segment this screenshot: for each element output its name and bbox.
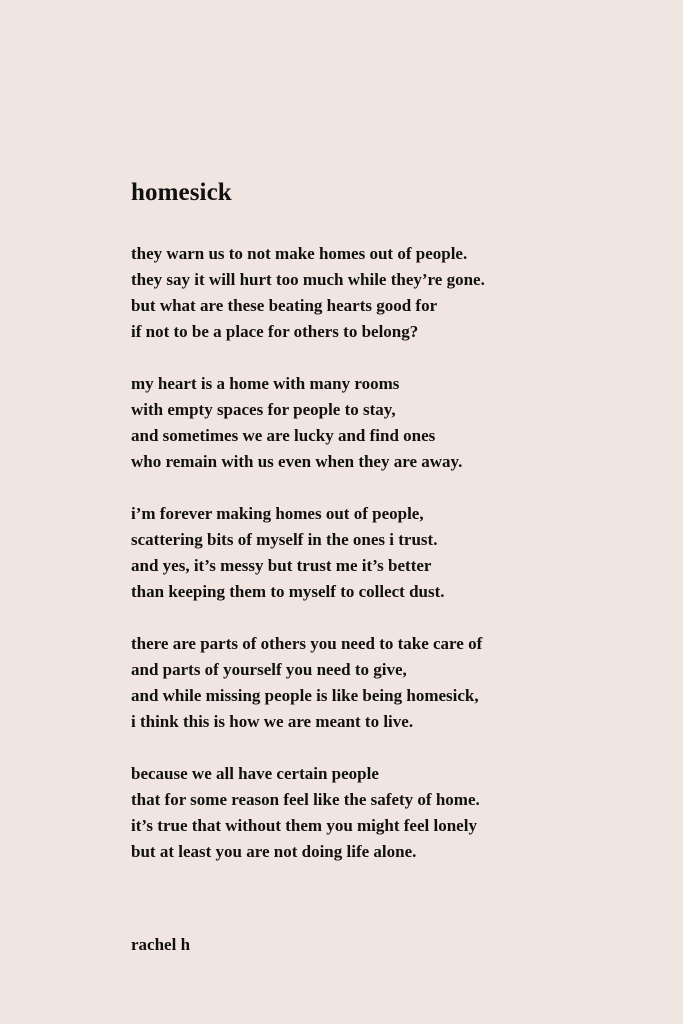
poem-line: my heart is a home with many rooms [131, 374, 400, 393]
poem-line: but at least you are not doing life alone. [131, 842, 417, 861]
poem-line: it’s true that without them you might feel lonely [131, 816, 477, 835]
poem-line: and parts of yourself you need to give, [131, 660, 407, 679]
poem-line: and yes, it’s messy but trust me it’s better [131, 556, 432, 575]
stanza-1 [131, 241, 601, 345]
poem-line: who remain with us even when they are away. [131, 452, 463, 471]
poem-line: and sometimes we are lucky and find ones [131, 426, 436, 445]
poem-line: i think this is how we are meant to live. [131, 712, 414, 731]
poem-line: if not to be a place for others to belong? [131, 322, 419, 341]
stanza-5 [131, 761, 601, 865]
stanza-3 [131, 501, 601, 605]
stanza-2 [131, 371, 601, 475]
poem-line: but what are these beating hearts good for [131, 296, 438, 315]
poem-line: and while missing people is like being homesick, [131, 686, 479, 705]
poem-title: homesick [131, 179, 232, 206]
poem-line: there are parts of others you need to take care of [131, 634, 483, 653]
poem-line: than keeping them to myself to collect dust. [131, 582, 445, 601]
poem-line: they warn us to not make homes out of people. [131, 244, 468, 263]
stanza-4 [131, 631, 601, 735]
poem-line: because we all have certain people [131, 764, 379, 783]
poem-line: with empty spaces for people to stay, [131, 400, 396, 419]
poem-line: that for some reason feel like the safety of home. [131, 790, 480, 809]
poem-line: they say it will hurt too much while they’re gone. [131, 270, 485, 289]
poem-body [131, 241, 601, 891]
poem-line: scattering bits of myself in the ones i trust. [131, 530, 438, 549]
poem-line: i’m forever making homes out of people, [131, 504, 424, 523]
author-signature: rachel h [131, 935, 191, 954]
